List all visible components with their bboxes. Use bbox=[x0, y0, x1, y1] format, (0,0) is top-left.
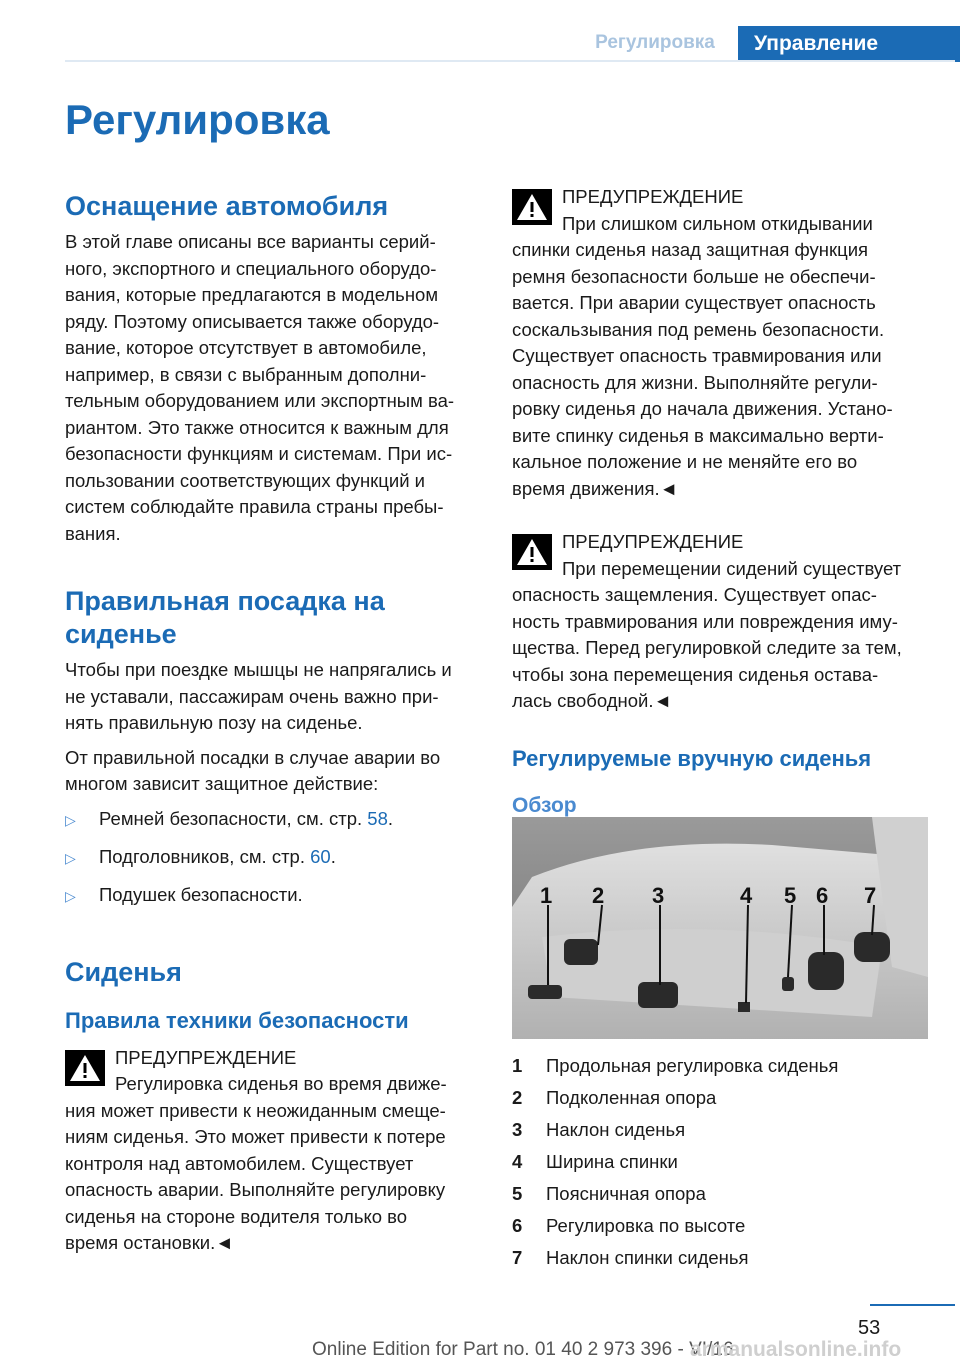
legend-number: 3 bbox=[512, 1119, 523, 1140]
text-line: безопасности функциям и системам. При ис- bbox=[65, 443, 453, 464]
text-line: Существует опасность травмирования или bbox=[512, 345, 882, 366]
photo-label: 1 bbox=[540, 883, 553, 908]
warning-icon bbox=[65, 1050, 105, 1086]
bullet-text: Ремней безопасности, см. стр. bbox=[99, 807, 368, 829]
header-section-tab[interactable]: Регулировка bbox=[595, 32, 715, 53]
warning-block bbox=[512, 529, 932, 715]
warning-block bbox=[512, 184, 932, 502]
text-line: спинки сиденья назад защитная функция bbox=[512, 239, 869, 260]
watermark: armanualsonline.info bbox=[690, 1338, 902, 1361]
photo-label: 7 bbox=[864, 883, 877, 908]
text-line: При перемещении сидений существует bbox=[562, 557, 902, 579]
photo-label: 2 bbox=[592, 883, 605, 908]
right-column bbox=[512, 184, 932, 819]
text-line: опасность для жизни. Выполняйте регули- bbox=[512, 371, 878, 393]
text-line: кальное положение и не меняйте его во bbox=[512, 451, 858, 472]
text-line: риантом. Это также относится к важным для bbox=[65, 416, 449, 438]
legend-number: 1 bbox=[512, 1055, 523, 1076]
manual-seats-heading: Регулируемые вручную сиденья bbox=[512, 745, 872, 771]
bullet-text: Подголовников, см. стр. bbox=[99, 845, 311, 867]
overview-heading: Обзор bbox=[512, 793, 577, 817]
text-line: сиденья на стороне водителя только во bbox=[65, 1205, 408, 1227]
triangle-bullet-icon: ▷ bbox=[65, 887, 76, 904]
triangle-bullet-icon: ▷ bbox=[65, 811, 76, 828]
bullet-punct: . bbox=[387, 807, 394, 829]
page-link[interactable]: 58 bbox=[367, 807, 388, 829]
text-line: опасность защемления. Существует опас- bbox=[512, 584, 877, 605]
posture-section bbox=[65, 585, 485, 920]
bullet-list bbox=[65, 806, 485, 920]
text-line: вания, которые предлагаются в модельном bbox=[65, 284, 439, 305]
header-divider bbox=[65, 60, 955, 62]
equipment-paragraph bbox=[65, 229, 485, 547]
edition-footer: Online Edition for Part no. 01 40 2 973 396 - VI/16 bbox=[312, 1339, 734, 1360]
text-line: время движения.◄ bbox=[512, 477, 678, 499]
seats-heading: Сиденья bbox=[65, 956, 182, 987]
text-line: ния может привести к неожиданным смеще- bbox=[65, 1099, 446, 1121]
text-line: тельным оборудованием или экспортным ва- bbox=[65, 390, 455, 411]
text-line: чтобы зона перемещения сиденья остава- bbox=[512, 663, 879, 685]
page-title: Регулировка bbox=[65, 96, 330, 143]
legend-item bbox=[512, 1146, 932, 1178]
legend-number: 4 bbox=[512, 1151, 523, 1172]
list-item bbox=[65, 882, 485, 920]
text-line: например, в связи с выбранным дополни- bbox=[65, 363, 427, 385]
text-line: Регулировка сиденья во время движе- bbox=[115, 1073, 447, 1094]
text-line: От правильной посадки в случае аварии во bbox=[65, 746, 441, 768]
text-line: ного, экспортного и специального оборудо- bbox=[65, 257, 437, 279]
text-line: вания. bbox=[65, 522, 121, 544]
text-line: ряду. Поэтому описывается также оборудо- bbox=[65, 310, 440, 332]
posture-heading-line: сиденье bbox=[65, 619, 177, 649]
legend-item bbox=[512, 1210, 932, 1242]
text-line: не уставали, пассажирам очень важно при- bbox=[65, 685, 439, 707]
warning-icon bbox=[512, 534, 552, 570]
seat-controls-photo bbox=[512, 817, 928, 1039]
legend-text: Подколенная опора bbox=[546, 1087, 717, 1108]
legend-item bbox=[512, 1082, 932, 1114]
text-line: ремня безопасности больше не обеспечи- bbox=[512, 265, 876, 287]
photo-label: 4 bbox=[740, 883, 753, 908]
warning-title: ПРЕДУПРЕЖДЕНИЕ bbox=[562, 531, 744, 552]
text-line: При слишком сильном откидывании bbox=[562, 212, 873, 234]
text-line: ровку сиденья до начала движения. Устано- bbox=[512, 398, 893, 419]
text-line: многом зависит защитное действие: bbox=[65, 773, 379, 794]
photo-legend bbox=[512, 1050, 932, 1274]
text-line: вание, которое отсутствует в автомобиле, bbox=[65, 337, 427, 358]
posture-heading-line: Правильная посадка на bbox=[65, 586, 385, 616]
legend-number: 6 bbox=[512, 1215, 523, 1236]
triangle-bullet-icon: ▷ bbox=[65, 849, 76, 866]
text-line: опасность аварии. Выполняйте регулировку bbox=[65, 1179, 446, 1200]
text-line: ниям сиденья. Это может привести к потере bbox=[65, 1126, 446, 1147]
text-line: пользовании соответствующих функций и bbox=[65, 469, 426, 491]
text-line: систем соблюдайте правила страны пребы- bbox=[65, 496, 444, 517]
legend-text: Регулировка по высоте bbox=[546, 1215, 746, 1236]
legend-number: 5 bbox=[512, 1183, 523, 1204]
photo-label: 3 bbox=[652, 883, 665, 908]
text-line: соскальзывания под ремень безопасности. bbox=[512, 318, 885, 340]
legend-number: 2 bbox=[512, 1087, 523, 1108]
list-item bbox=[65, 844, 485, 882]
header-chapter-tab[interactable]: Управление bbox=[738, 26, 960, 62]
text-line: контроля над автомобилем. Существует bbox=[65, 1152, 414, 1174]
legend-number: 7 bbox=[512, 1247, 523, 1268]
photo-label: 5 bbox=[784, 883, 797, 908]
legend-item bbox=[512, 1242, 932, 1274]
warning-block bbox=[65, 1045, 485, 1257]
bullet-punct: . bbox=[330, 845, 336, 867]
seats-section bbox=[65, 956, 485, 1257]
warning-icon bbox=[512, 189, 552, 225]
warning-title: ПРЕДУПРЕЖДЕНИЕ bbox=[562, 186, 744, 207]
legend-text: Продольная регулировка сиденья bbox=[546, 1055, 839, 1076]
photo-label: 6 bbox=[816, 883, 829, 908]
safety-rules-heading: Правила техники безопасности bbox=[65, 1007, 409, 1033]
text-line: Чтобы при поездке мышцы не напрягались и bbox=[65, 659, 452, 680]
page-number: 53 bbox=[858, 1317, 881, 1339]
list-item bbox=[65, 806, 485, 844]
text-line: вите спинку сиденья в максимально верти- bbox=[512, 424, 884, 446]
legend-text: Ширина спинки bbox=[546, 1151, 678, 1172]
text-line: вается. При аварии существует опасность bbox=[512, 292, 876, 313]
legend-text: Наклон спинки сиденья bbox=[546, 1247, 749, 1268]
text-line: нять правильную позу на сиденье. bbox=[65, 712, 363, 733]
text-line: время остановки.◄ bbox=[65, 1232, 234, 1253]
legend-item bbox=[512, 1050, 932, 1082]
text-line: щества. Перед регулировкой следите за тем, bbox=[512, 637, 902, 658]
equipment-heading: Оснащение автомобиля bbox=[65, 191, 389, 221]
legend-text: Наклон сиденья bbox=[546, 1119, 686, 1140]
legend-text: Поясничная опора bbox=[546, 1183, 706, 1204]
warning-title: ПРЕДУПРЕЖДЕНИЕ bbox=[115, 1046, 297, 1068]
footer-divider bbox=[870, 1304, 955, 1306]
posture-heading bbox=[65, 585, 485, 651]
legend-item bbox=[512, 1178, 932, 1210]
text-line: лась свободной.◄ bbox=[512, 690, 672, 711]
page-link[interactable]: 60 bbox=[310, 845, 331, 867]
left-column bbox=[65, 190, 485, 1257]
legend-item bbox=[512, 1114, 932, 1146]
text-line: В этой главе описаны все варианты серий- bbox=[65, 231, 436, 252]
bullet-text: Подушек безопасности. bbox=[99, 883, 303, 905]
text-line: ность травмирования или повреждения иму- bbox=[512, 610, 898, 632]
